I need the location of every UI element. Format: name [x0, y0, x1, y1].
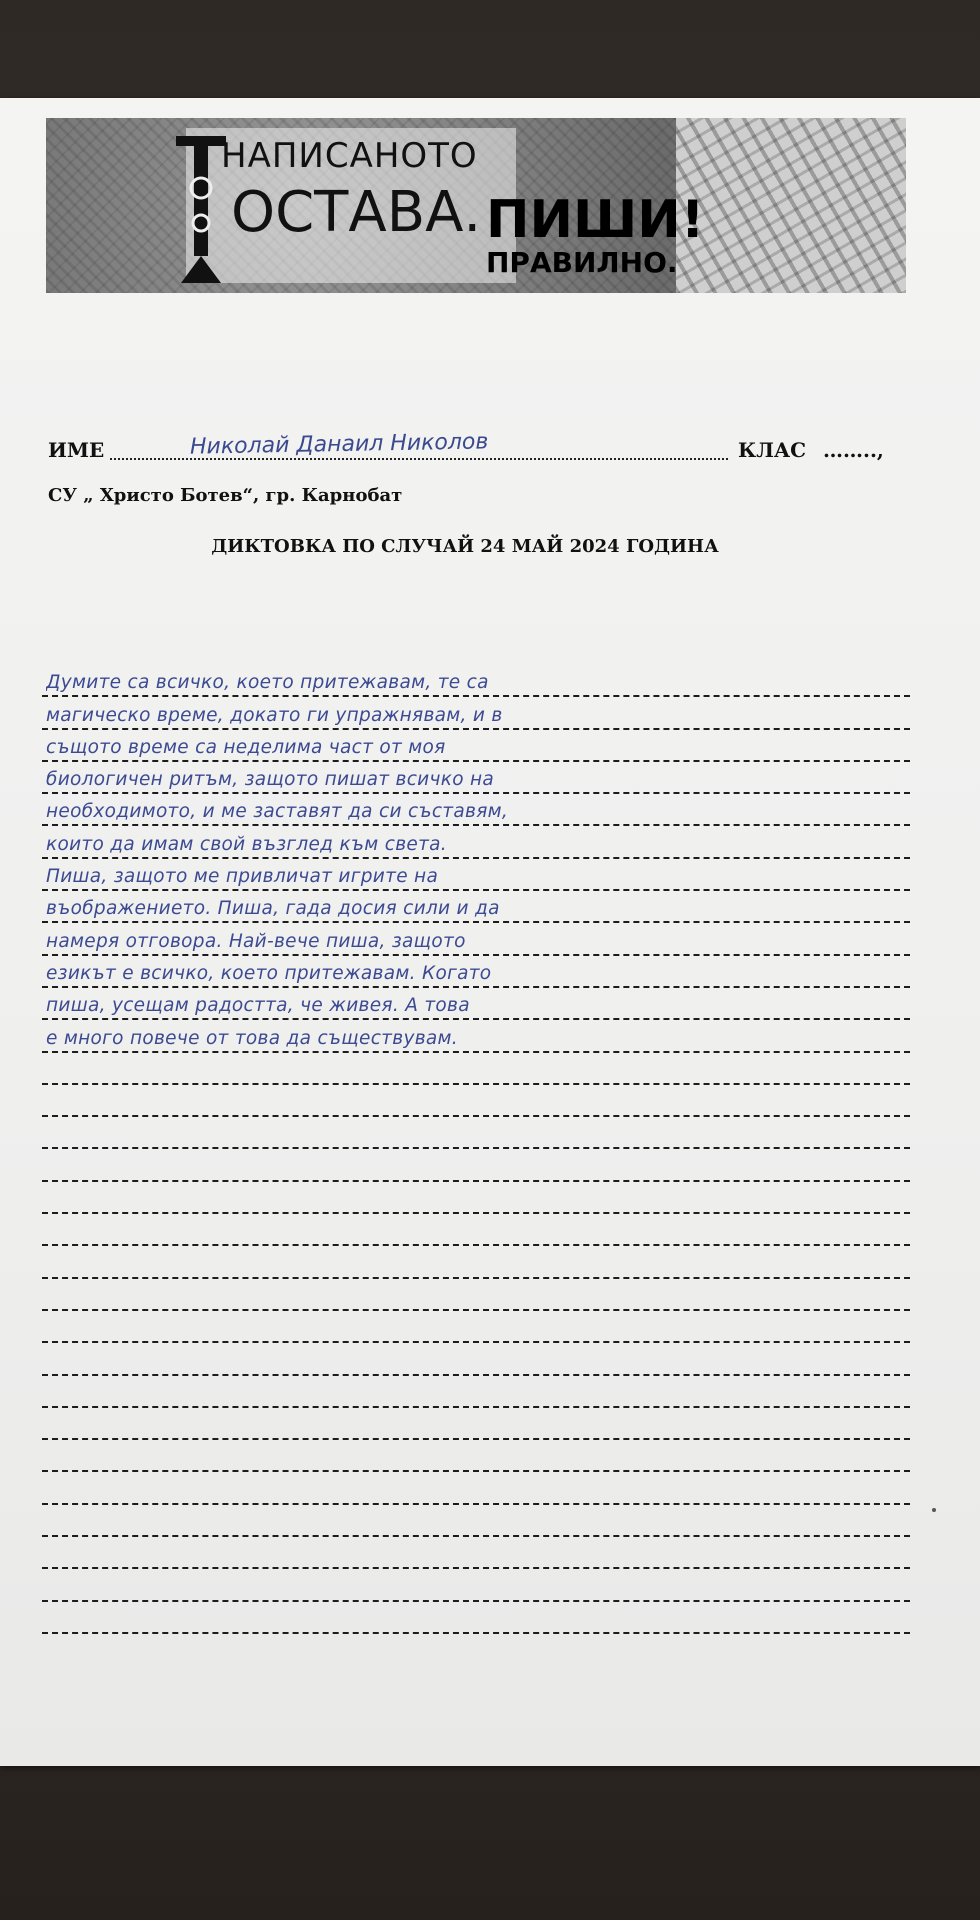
- writing-line: [42, 988, 910, 1020]
- writing-line: [42, 1085, 910, 1117]
- handwritten-text: Думите са всичко, което притежавам, те са: [46, 672, 489, 694]
- writing-line: [42, 1279, 910, 1311]
- handwritten-text: пиша, усещам радостта, че живея. А това: [46, 995, 470, 1017]
- name-value: Николай Данаил Николов: [189, 429, 489, 460]
- writing-line: [42, 794, 910, 826]
- header-banner: [46, 118, 906, 293]
- writing-line: [42, 1020, 910, 1052]
- school-line: СУ „ Христо Ботев“, гр. Карнобат: [48, 485, 403, 506]
- handwritten-text: е много повече от това да съществувам.: [46, 1027, 458, 1049]
- handwritten-text: магическо време, докато ги упражнявам, и в: [46, 704, 503, 726]
- writing-line: [42, 1569, 910, 1601]
- handwritten-text: намеря отговора. Най-вече пиша, защото: [46, 930, 466, 952]
- class-field[interactable]: ……..,: [823, 438, 884, 462]
- paper-speck: [932, 1508, 936, 1512]
- handwritten-text: въображението. Пиша, гада досия сили и да: [46, 898, 500, 920]
- writing-line: [42, 1537, 910, 1569]
- handwritten-text: които да имам свой възглед към света.: [46, 833, 447, 855]
- writing-line: [42, 1472, 910, 1504]
- writing-line: [42, 1440, 910, 1472]
- writing-line: [42, 826, 910, 858]
- handwritten-text: биологичен ритъм, защото пишат всичко на: [46, 769, 495, 791]
- handwritten-text: Пиша, защото ме привличат игрите на: [46, 866, 439, 888]
- writing-line: [42, 1149, 910, 1181]
- writing-line: [42, 1376, 910, 1408]
- name-label: ИМЕ: [48, 438, 105, 462]
- writing-line: [42, 1214, 910, 1246]
- writing-line: [42, 1117, 910, 1149]
- handwritten-text: необходимото, и ме заставят да си съставям,: [46, 801, 509, 823]
- writing-line: [42, 1053, 910, 1085]
- handwritten-text: същото време са неделима част от моя: [46, 736, 446, 758]
- writing-line: [42, 762, 910, 794]
- logo-text-line2: ОСТАВА.: [231, 180, 482, 245]
- writing-line: [42, 730, 910, 762]
- dictation-title: ДИКТОВКА ПО СЛУЧАЙ 24 МАЙ 2024 ГОДИНА: [211, 536, 719, 557]
- writing-line: [42, 1343, 910, 1375]
- writing-line: [42, 956, 910, 988]
- name-field[interactable]: [110, 429, 728, 460]
- handwritten-text: езикът е всичко, което притежавам. Когато: [46, 962, 492, 984]
- ornament-pattern: [676, 118, 906, 293]
- writing-line: [42, 891, 910, 923]
- writing-line: [42, 1182, 910, 1214]
- name-class-row: [48, 430, 908, 466]
- writing-line: [42, 1246, 910, 1278]
- class-label: КЛАС: [738, 438, 807, 462]
- writing-line: [42, 665, 910, 697]
- logo-text-line1: НАПИСАНОТО: [221, 136, 478, 176]
- writing-lines: [42, 665, 910, 1634]
- logo-text-line3: ПИШИ!: [486, 190, 705, 250]
- writing-line: [42, 1408, 910, 1440]
- writing-line: [42, 859, 910, 891]
- writing-line: [42, 1311, 910, 1343]
- writing-line: [42, 1602, 910, 1634]
- logo-text-line4: ПРАВИЛНО.: [486, 246, 678, 279]
- writing-line: [42, 1505, 910, 1537]
- writing-line: [42, 697, 910, 729]
- writing-line: [42, 923, 910, 955]
